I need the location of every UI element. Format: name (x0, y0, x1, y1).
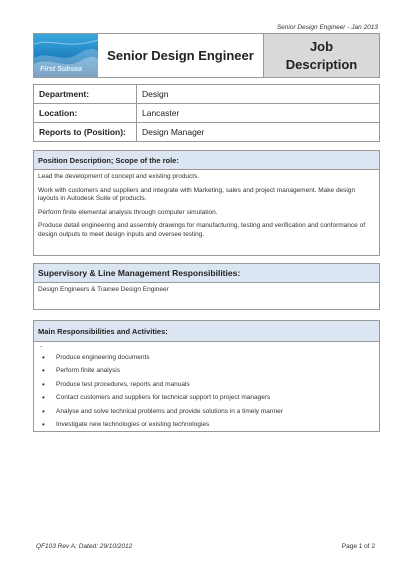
document-type-line1: Job (309, 38, 334, 54)
job-details-table (33, 84, 380, 142)
responsibilities-list (38, 354, 375, 429)
document-header-note: Senior Design Engineer - Jan 2013 (276, 24, 378, 31)
list-item: • Produce test procedures, reports and manuals (56, 381, 375, 389)
list-item: • Contact customers and suppliers for technical support to project managers (56, 394, 375, 402)
job-title: Senior Design Engineer (107, 48, 254, 63)
title-banner (33, 33, 380, 78)
list-item: • Investigate new technologies or existing technologies (56, 421, 375, 429)
list-item: • Analyse and solve technical problems and provide solutions in a timely manner (56, 408, 375, 416)
supervisory-section (33, 263, 380, 310)
list-item: • Produce engineering documents (56, 354, 375, 362)
company-logo (34, 34, 98, 77)
section-heading: Position Description; Scope of the role: (34, 151, 379, 170)
paragraph: Lead the development of concept and existing products. (38, 173, 200, 180)
list-lead-mark: - (40, 343, 43, 350)
section-body (34, 342, 379, 437)
detail-row-department (34, 85, 380, 104)
section-body: Design Engineers & Trainee Design Engineer (38, 286, 169, 293)
section-heading: Main Responsibilities and Activities: (34, 321, 379, 342)
paragraph: Work with customers and suppliers and integrate with Marketing, sales and project management. Make design layouts in Autodesk Suite of products. (38, 186, 356, 202)
document-type-line2: Description (285, 56, 358, 72)
document-reference: QF103 Rev A; Dated: 29/10/2012 (36, 543, 133, 550)
paragraph: Perform finite elemental analysis through computer simulation. (38, 208, 218, 216)
section-body (34, 170, 379, 247)
page-number: Page 1 of 2 (341, 543, 375, 550)
detail-label: Location: (34, 104, 137, 123)
section-heading: Supervisory & Line Management Responsibilities: (34, 264, 379, 283)
detail-value: Design Manager (137, 123, 380, 142)
detail-value: Design (137, 85, 380, 104)
paragraph: Produce detail engineering and assembly drawings for manufacturing, testing and verification and conformance of design outputs to meet design inputs and oversee testing. (38, 222, 365, 238)
detail-value: Lancaster (137, 104, 380, 123)
logo-text: First Subsea (40, 66, 83, 73)
detail-row-reports-to (34, 123, 380, 142)
list-item: • Perform finite analysis (56, 367, 375, 375)
detail-label: Reports to (Position): (34, 123, 137, 142)
position-description-section (33, 150, 380, 256)
document-type (263, 34, 379, 77)
responsibilities-section (33, 320, 380, 432)
detail-row-location (34, 104, 380, 123)
detail-label: Department: (34, 85, 137, 104)
